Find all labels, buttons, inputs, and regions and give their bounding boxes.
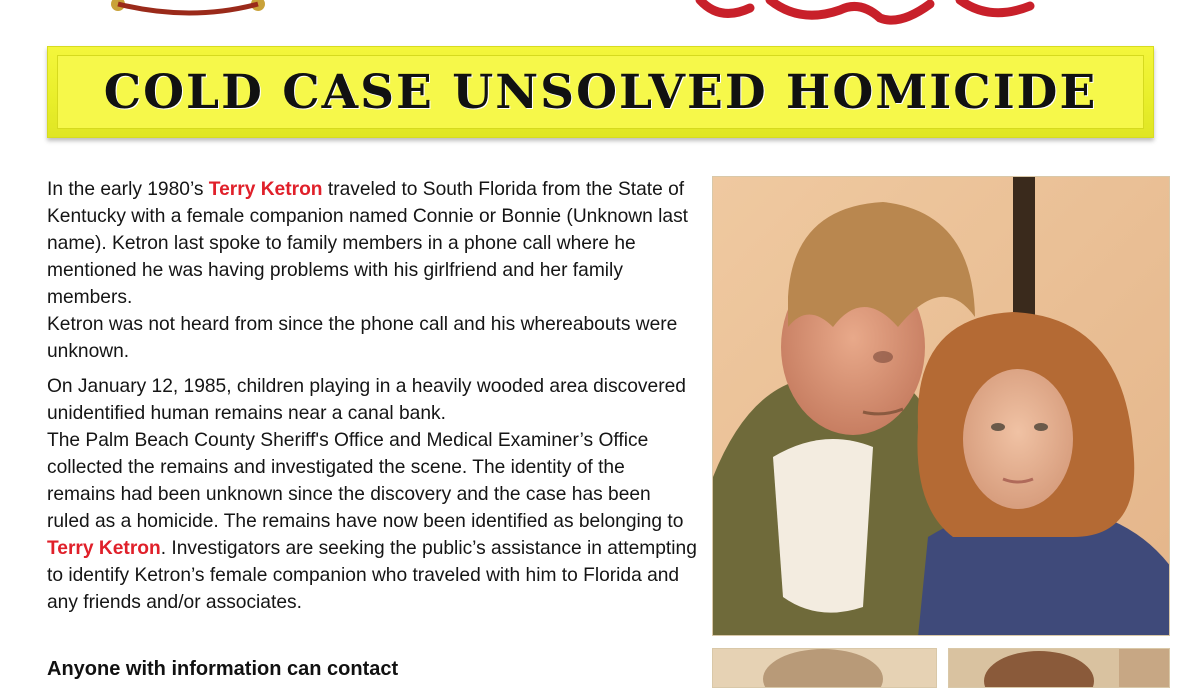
victim-photo	[712, 176, 1170, 636]
contact-heading: Anyone with information can contact	[47, 658, 399, 680]
p1-intro: In the early 1980’s	[47, 179, 209, 200]
p2-closing: . Investigators are seeking the public’s assistance in attempting to identify Ketron’s female companion who traveled with him to Florida and any friends and/or associates.	[47, 538, 697, 613]
p2-intro: On January 12, 1985, children playing in a heavily wooded area discovered unidentified human remains near a canal bank.	[47, 376, 686, 424]
thumbnail-photo-1	[712, 648, 937, 688]
banner-title: COLD CASE UNSOLVED HOMICIDE	[103, 64, 1098, 120]
title-banner-inner	[58, 56, 1143, 128]
ornament-icon	[111, 0, 265, 13]
p2-body: The Palm Beach County Sheriff's Office and Medical Examiner’s Office collected the remains and investigated the scene. The identity of the remains had been unknown since the discovery and the case has been ruled as a homicide. The remains have now been identified as belonging to	[47, 430, 684, 532]
thumbnail-illustration-1	[713, 649, 937, 688]
p1-closing: Ketron was not heard from since the phone call and his whereabouts were unknown.	[47, 314, 678, 362]
paragraph-1	[47, 176, 697, 365]
photo-illustration	[713, 177, 1170, 636]
victim-name: Terry Ketron	[208, 179, 323, 200]
script-lettering-fragment	[700, 0, 1030, 20]
header-art-fragment	[0, 0, 1200, 40]
thumbnail-illustration-2	[949, 649, 1170, 688]
paragraph-2	[47, 373, 697, 616]
title-banner	[47, 46, 1154, 138]
article-body	[47, 176, 697, 624]
victim-name-2: Terry Ketron	[47, 538, 161, 559]
p1-body: traveled to South Florida from the State of Kentucky with a female companion named Connie or Bonnie (Unknown last name). Ketron last spoke to family members in a phone call where he mentioned he was having problems with his girlfriend and her family members.	[47, 179, 689, 308]
thumbnail-photo-2	[948, 648, 1170, 688]
